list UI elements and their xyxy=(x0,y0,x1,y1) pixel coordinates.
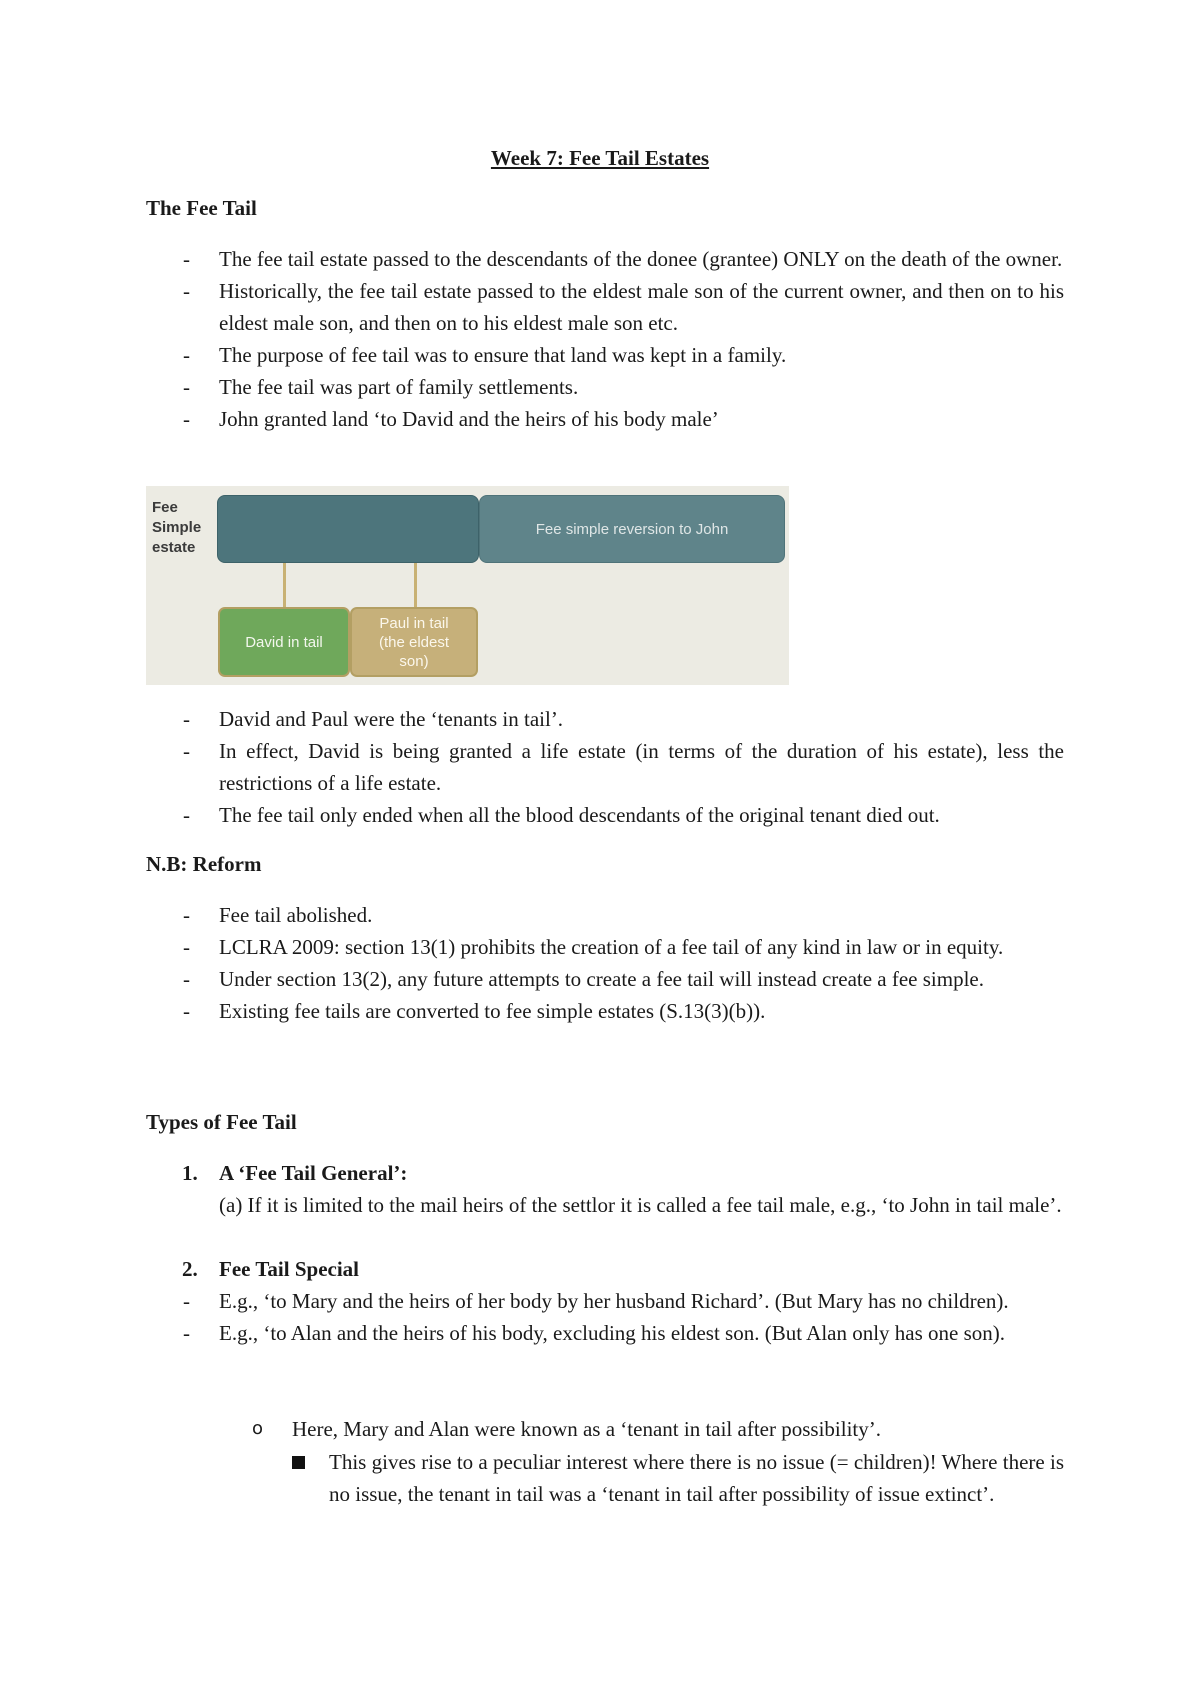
list-item: - David and Paul were the ‘tenants in tail’. xyxy=(183,707,564,731)
reversion-box: Fee simple reversion to John xyxy=(479,495,785,563)
list-item: - The fee tail only ended when all the blood descendants of the original tenant died out. xyxy=(183,803,940,827)
square-list-item: This gives rise to a peculiar interest where there is no issue (= children)! Where there is no issue, the tenant in tail was a ‘tenant in tail after possibility of issue extinct’. xyxy=(329,1446,1064,1510)
square-bullet-icon xyxy=(292,1456,305,1469)
list-item: - In effect, David is being granted a life estate (in terms of the duration of his estate), less the restrictions of a life estate. xyxy=(183,739,1064,795)
section-heading-types: Types of Fee Tail xyxy=(146,1110,297,1134)
connector-line xyxy=(414,563,417,607)
section-heading-fee-tail: The Fee Tail xyxy=(146,196,257,220)
list-item: - The fee tail was part of family settlements. xyxy=(183,375,579,399)
list-item: - The purpose of fee tail was to ensure that land was kept in a family. xyxy=(183,343,787,367)
list-item: - The fee tail estate passed to the descendants of the donee (grantee) ONLY on the death of the owner. xyxy=(183,247,1063,271)
reform-list xyxy=(146,899,1064,1027)
list-item: - Fee tail abolished. xyxy=(183,903,373,927)
list-item: 2. Fee Tail Special xyxy=(182,1257,360,1281)
list-item: - Historically, the fee tail estate passed to the eldest male son of the current owner, and then on to his eldest male son, and then on to his eldest male son etc. xyxy=(183,279,1064,335)
fee-tail-general-sub: (a) If it is limited to the mail heirs of the settlor it is called a fee tail male, e.g., ‘to John in tail male’. xyxy=(219,1193,1062,1217)
fee-simple-box xyxy=(217,495,479,563)
list-item: - E.g., ‘to Alan and the heirs of his body, excluding his eldest son. (But Alan only has one son). xyxy=(183,1321,1006,1345)
list-item: - E.g., ‘to Mary and the heirs of her body by her husband Richard’. (But Mary has no children). xyxy=(183,1289,1009,1313)
list-item: 1. A ‘Fee Tail General’: xyxy=(182,1161,408,1185)
circle-bullet-icon: o xyxy=(252,1418,264,1439)
david-in-tail-box: David in tail xyxy=(218,607,350,677)
paul-in-tail-box: Paul in tail (the eldest son) xyxy=(350,607,478,677)
fee-tail-list xyxy=(146,243,1064,435)
page-title: Week 7: Fee Tail Estates xyxy=(490,146,710,170)
fee-tail-diagram xyxy=(146,486,789,685)
connector-line xyxy=(283,563,286,607)
circle-list-item: o Here, Mary and Alan were known as a ‘tenant in tail after possibility’. xyxy=(292,1413,881,1445)
list-item: - Existing fee tails are converted to fee simple estates (S.13(3)(b)). xyxy=(183,999,766,1023)
types-item-1 xyxy=(146,1157,1064,1189)
tenants-list xyxy=(146,703,1064,831)
list-item: - John granted land ‘to David and the heirs of his body male’ xyxy=(183,407,719,431)
list-item: - Under section 13(2), any future attempts to create a fee tail will instead create a fee simple. xyxy=(183,967,985,991)
types-item-2 xyxy=(146,1253,1064,1285)
fee-simple-estate-label: Fee Simple estate xyxy=(152,499,202,556)
fee-tail-special-list xyxy=(146,1285,1064,1349)
section-heading-reform: N.B: Reform xyxy=(146,852,262,876)
list-item: - LCLRA 2009: section 13(1) prohibits the creation of a fee tail of any kind in law or in equity. xyxy=(183,935,1004,959)
